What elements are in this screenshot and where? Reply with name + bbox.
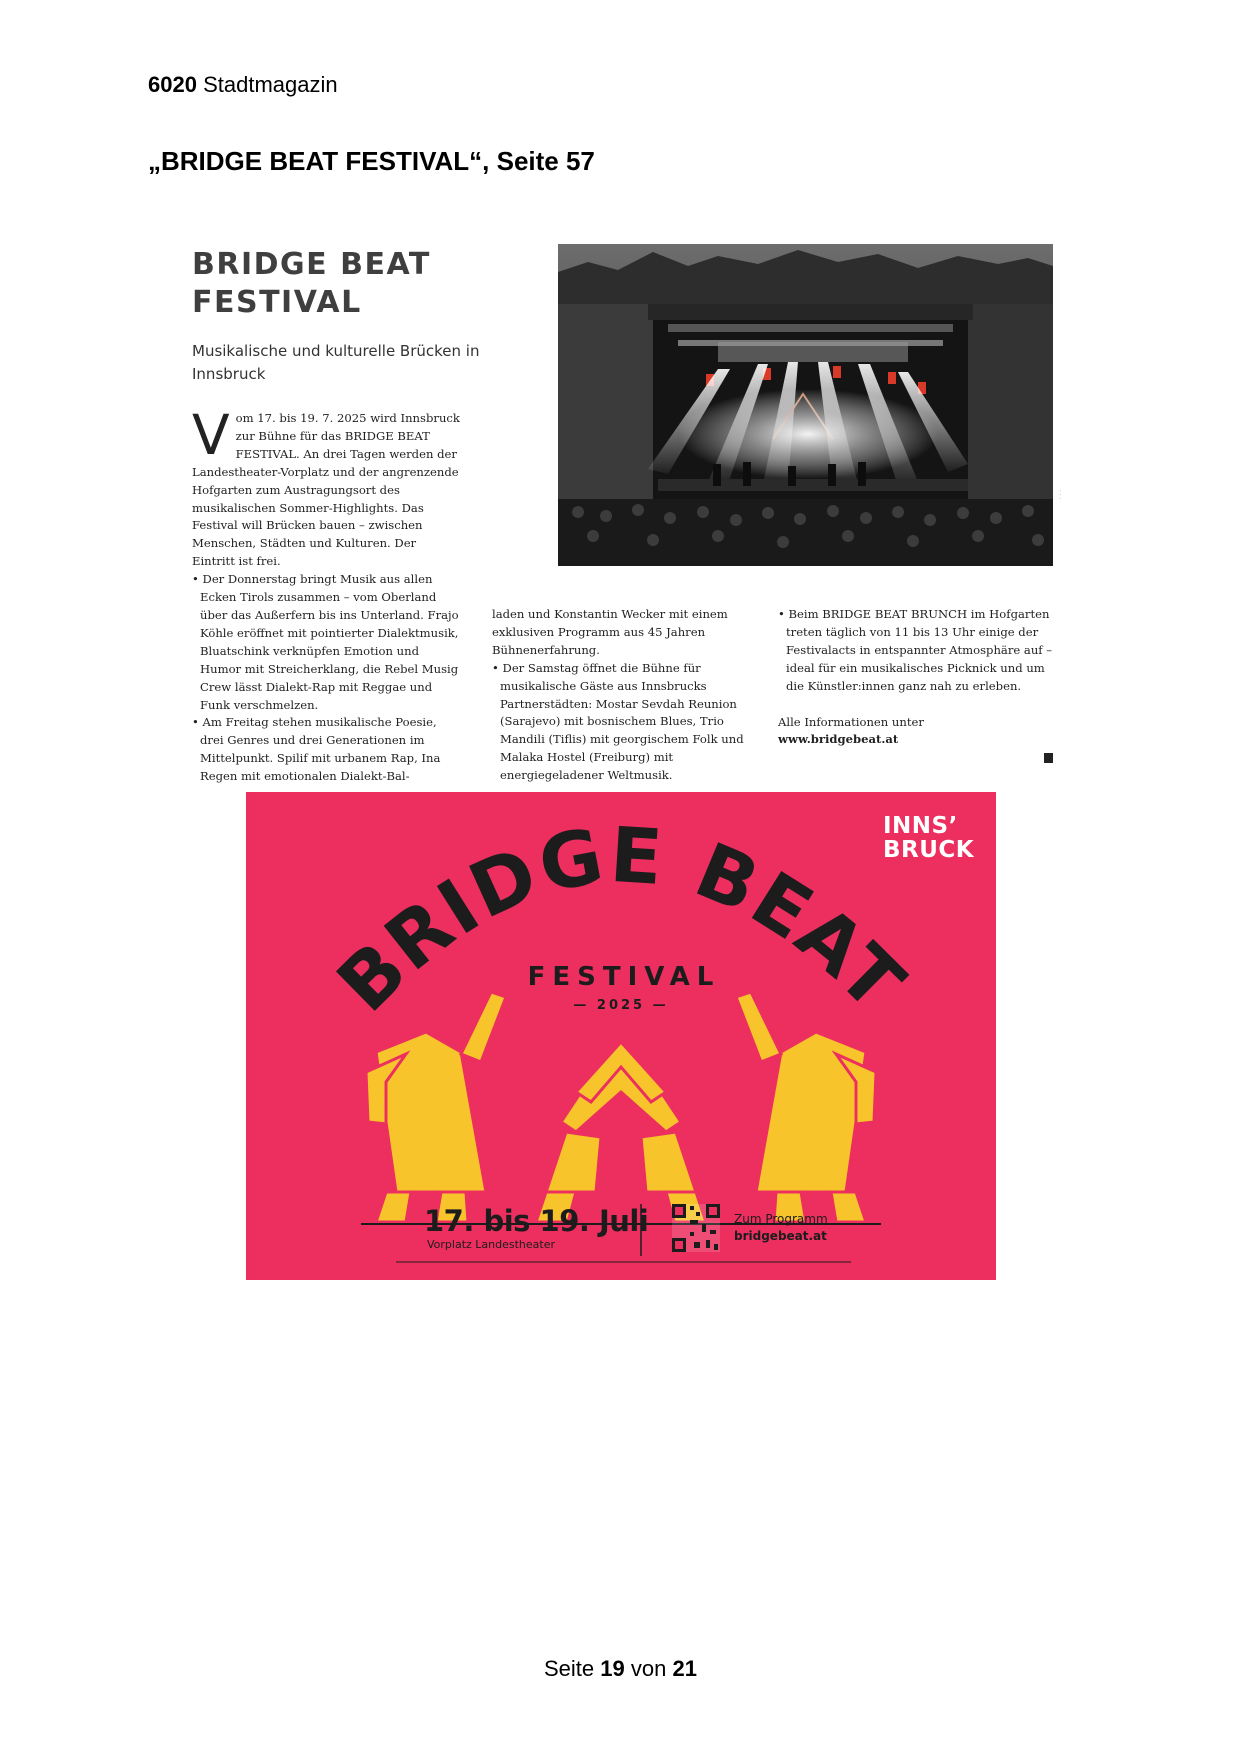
- article-column-1: [192, 403, 462, 786]
- qr-code-icon: [672, 1204, 720, 1252]
- bullet-saturday: • Der Samstag öffnet die Bühne für musikalische Gäste aus Innsbrucks Partnerstädten: Mostar Sevdah Reunion (Sarajevo) mit bosnischem Blues, Trio Mandili (Tiflis) mit georgischem Folk und Malaka Hostel (Freiburg) mit energiegeladener Weltmusik.: [492, 660, 744, 783]
- publication-name: Stadtmagazin: [203, 72, 338, 97]
- publication-number: 6020: [148, 72, 197, 97]
- end-mark-icon: [1044, 753, 1053, 763]
- page-footer: Seite 19 von 21: [544, 1656, 697, 1681]
- concert-photo: [558, 244, 1053, 566]
- poster-program-label: Zum Programm: [734, 1212, 828, 1226]
- bullet-friday: • Am Freitag stehen musikalische Poesie, drei Genres und drei Generationen im Mittelpunkt. Spilif mit urbanem Rap, Ina Regen mit emotionalen Dialekt-Bal-: [192, 715, 441, 784]
- total-pages: 21: [672, 1656, 697, 1681]
- poster-dates: 17. bis 19. Juli: [424, 1204, 649, 1238]
- article-column-3: [778, 606, 1053, 749]
- document-header: [148, 72, 338, 98]
- poster-year: — 2025 —: [573, 998, 669, 1013]
- poster-festival-label: FESTIVAL: [527, 962, 721, 992]
- drop-cap: V: [192, 403, 230, 467]
- poster-venue: Vorplatz Landestheater: [427, 1238, 556, 1251]
- clipping-subject: „BRIDGE BEAT FESTIVAL“, Seite 57: [148, 146, 595, 176]
- article-intro: om 17. bis 19. 7. 2025 wird Innsbruck zur Bühne für das BRIDGE BEAT FESTIVAL. An drei Tagen werden der Landestheater-Vorplatz und der angrenzende Hofgarten zum Austragungsort des musikalischen Sommer-Highlights. Das Festival will Brücken bauen – zwischen Menschen, Städten und Kulturen. Der Eintritt ist frei.: [192, 411, 460, 569]
- poster-program-url: bridgebeat.at: [734, 1229, 827, 1243]
- article-title: BRIDGE BEAT FESTIVAL: [192, 247, 431, 320]
- innsbruck-logo: INNS’ BRUCK: [883, 813, 975, 863]
- info-url: www.bridgebeat.at: [778, 732, 899, 747]
- bullet-friday-continued: laden und Konstantin Wecker mit einem exklusiven Programm aus 45 Jahren Bühnenerfahrung.: [492, 607, 728, 657]
- photo-credit-mark: · · ·: [1058, 490, 1064, 500]
- poster-headline: BRIDGE BEAT: [320, 809, 923, 1029]
- current-page: 19: [600, 1656, 625, 1681]
- bullet-brunch: • Beim BRIDGE BEAT BRUNCH im Hofgarten treten täglich von 11 bis 13 Uhr einige der Festivalacts in entspannter Atmosphäre auf – ideal für ein musikalisches Picknick und um die Künstler:innen ganz nah zu erleben.: [778, 607, 1053, 693]
- festival-poster: [246, 792, 996, 1280]
- bullet-thursday: • Der Donnerstag bringt Musik aus allen Ecken Tirols zusammen – vom Oberland über das Außerfern bis ins Unterland. Frajo Köhle eröffnet mit pointierter Dialektmusik, Bluatschink verknüpfen Emotion und Humor mit Streicherklang, die Rebel Musig Crew lässt Dialekt-Rap mit Reggae und Funk verschmelzen.: [192, 572, 459, 712]
- info-text: Alle Informationen unter: [778, 714, 924, 729]
- article-lead: Musikalische und kulturelle Brücken in Innsbruck: [192, 342, 480, 383]
- article-column-2: [492, 606, 767, 785]
